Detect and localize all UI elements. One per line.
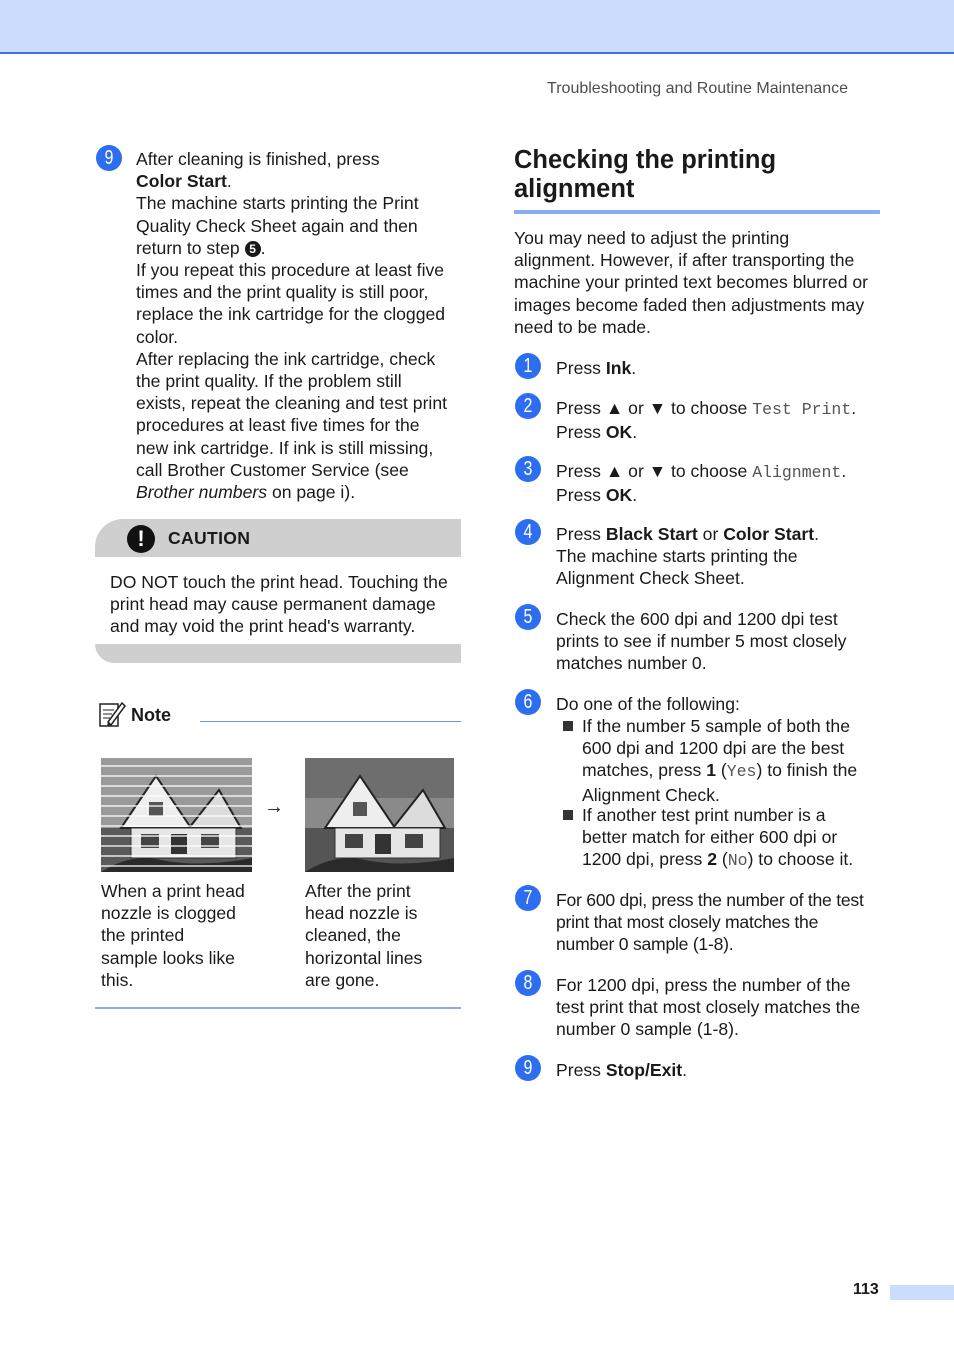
note-rule (200, 721, 461, 722)
step-6-text: Do one of the following: (556, 694, 740, 714)
step-7-text: For 600 dpi, press the number of the test print that most closely matches the number 0 sample (1-8). (556, 890, 864, 955)
step-9-right-text: Press Stop/Exit. (556, 1060, 688, 1080)
step-number-badge: 4 (515, 519, 541, 545)
caution-footer (95, 644, 461, 663)
bullet-square-icon (563, 810, 573, 820)
clogged-caption: When a print head nozzle is clogged the printed sample looks like this. (101, 881, 245, 990)
heading-rule (514, 210, 880, 214)
caution-header (95, 519, 461, 557)
step-4-text: Press Black Start or Color Start. The machine starts printing the Alignment Check Sheet. (556, 524, 820, 589)
step-number-badge: 1 (515, 353, 541, 379)
step-number-badge: 9 (515, 1055, 541, 1081)
note-pencil-icon (98, 700, 126, 728)
step-6-option-2: If another test print number is a better match for either 600 dpi or 1200 dpi, press 2 (No) to choose it. (582, 805, 854, 871)
step-number-badge: 5 (515, 604, 541, 630)
caution-text: DO NOT touch the print head. Touching the print head may cause permanent damage and may void the print head's warranty. (110, 572, 448, 637)
step-number-badge: 2 (515, 393, 541, 419)
clean-sample-image (305, 758, 454, 872)
step-number-badge: 3 (515, 456, 541, 482)
bullet-square-icon (563, 721, 573, 731)
running-header: Troubleshooting and Routine Maintenance (547, 80, 848, 97)
arrow-right-icon: → (264, 796, 284, 818)
note-title: Note (131, 705, 171, 725)
note-bottom-rule (95, 1007, 461, 1009)
top-band (0, 0, 954, 54)
step-number-badge: 7 (515, 885, 541, 911)
step-number-badge: 8 (515, 970, 541, 996)
step-3-text: Press ▲ or ▼ to choose Alignment. Press OK. (556, 461, 847, 506)
step-5-text: Check the 600 dpi and 1200 dpi test prints to see if number 5 most closely matches number 0. (556, 609, 847, 674)
intro-paragraph: You may need to adjust the printing alignment. However, if after transporting the machine your printed text becomes blurred or images become faded then adjustments may need to be made. (514, 228, 869, 337)
step-number-badge: 9 (96, 145, 122, 171)
footer-band (890, 1285, 954, 1300)
section-heading: Checking the printing alignment (514, 146, 777, 203)
step-8-text: For 1200 dpi, press the number of the test print that most closely matches the number 0 sample (1-8). (556, 975, 861, 1040)
step-number-badge: 6 (515, 689, 541, 715)
caution-title: CAUTION (168, 528, 251, 548)
step-6-option-1: If the number 5 sample of both the 600 dpi and 1200 dpi are the best matches, press 1 (Yes) to finish the Alignment Check. (582, 716, 858, 805)
clean-caption: After the print head nozzle is cleaned, the horizontal lines are gone. (305, 881, 423, 990)
step-ref-badge: 5 (245, 241, 261, 257)
page-number: 113 (853, 1281, 879, 1298)
step-9-text: After cleaning is finished, press Color Start. The machine starts printing the Print Quality Check Sheet again and then return to step 5 . If you repeat this procedure at least five times and the print quality is still poor, replace the ink cartridge for the clogged color. After replacing the ink cartridge, check the print quality. If the problem still exists, repeat the cleaning and test print procedures at least five times for the new ink cartridge. If ink is still missing, call Brother Customer Service (see Brother numbers on page i). (136, 149, 448, 503)
color-start-label: Color Start (136, 171, 227, 192)
exclamation-icon: ! (127, 525, 155, 553)
brother-numbers-ref: Brother numbers (136, 482, 268, 503)
step-1-text: Press Ink. (556, 358, 637, 378)
step-2-text: Press ▲ or ▼ to choose Test Print. Press OK. (556, 398, 857, 443)
clogged-sample-image (101, 758, 252, 872)
